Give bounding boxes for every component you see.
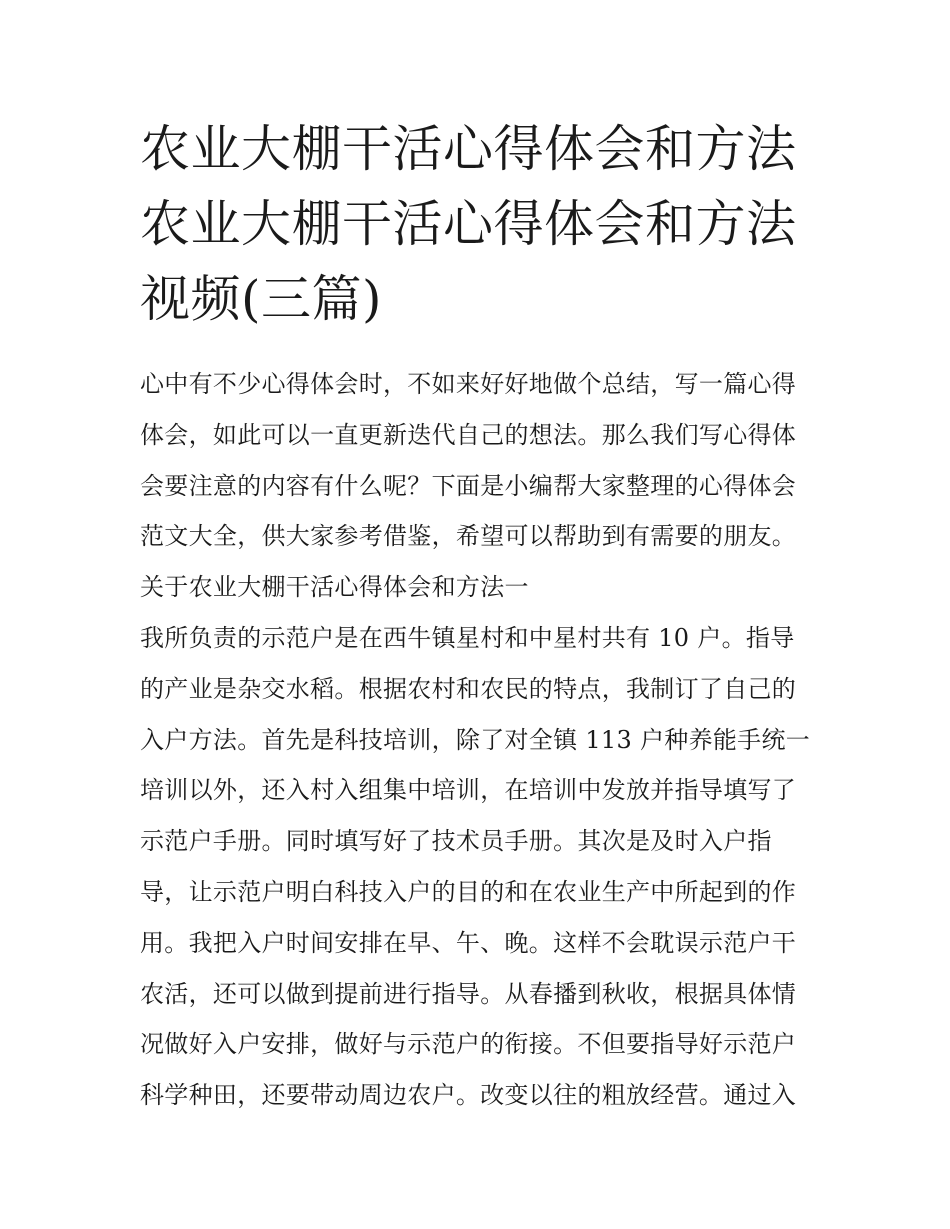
body-line: 心中有不少心得体会时，不如来好好地做个总结，写一篇心得 xyxy=(140,370,797,398)
title-line: 农业大棚干活心得体会和方法 xyxy=(140,195,797,253)
body-line: 科学种田，还要带动周边农户。改变以往的粗放经营。通过入 xyxy=(140,1081,797,1110)
body-line: 示范户手册。同时填写好了技术员手册。其次是及时入户指 xyxy=(140,827,772,856)
body-line: 会要注意的内容有什么呢？下面是小编帮大家整理的心得体会 xyxy=(140,471,797,500)
title-line: 农业大棚干活心得体会和方法 xyxy=(140,120,797,178)
body-line: 用。我把入户时间安排在早、午、晚。这样不会耽误示范户干 xyxy=(140,928,797,957)
body-line: 我所负责的示范户是在西牛镇星村和中星村共有 10 户。指导 xyxy=(140,623,795,652)
document-page xyxy=(140,112,815,1121)
body-line: 体会，如此可以一直更新迭代自己的想法。那么我们写心得体 xyxy=(140,420,797,449)
body-line: 培训以外，还入村入组集中培训，在培训中发放并指导填写了 xyxy=(140,776,797,805)
section-heading: 关于农业大棚干活心得体会和方法一 xyxy=(140,573,529,602)
body-line: 农活，还可以做到提前进行指导。从春播到秋收，根据具体情 xyxy=(140,979,797,1008)
body-line: 导，让示范户明白科技入户的目的和在农业生产中所起到的作 xyxy=(140,877,797,906)
body-line: 况做好入户安排，做好与示范户的衔接。不但要指导好示范户 xyxy=(140,1030,797,1059)
body-line: 入户方法。首先是科技培训，除了对全镇 113 户种养能手统一 xyxy=(140,725,811,754)
title-line: 视频(三篇) xyxy=(140,270,383,328)
document-body xyxy=(140,359,815,1121)
document-title xyxy=(140,112,815,337)
body-line: 的产业是杂交水稻。根据农村和农民的特点，我制订了自己的 xyxy=(140,674,797,703)
body-line: 范文大全，供大家参考借鉴，希望可以帮助到有需要的朋友。 xyxy=(140,522,797,551)
